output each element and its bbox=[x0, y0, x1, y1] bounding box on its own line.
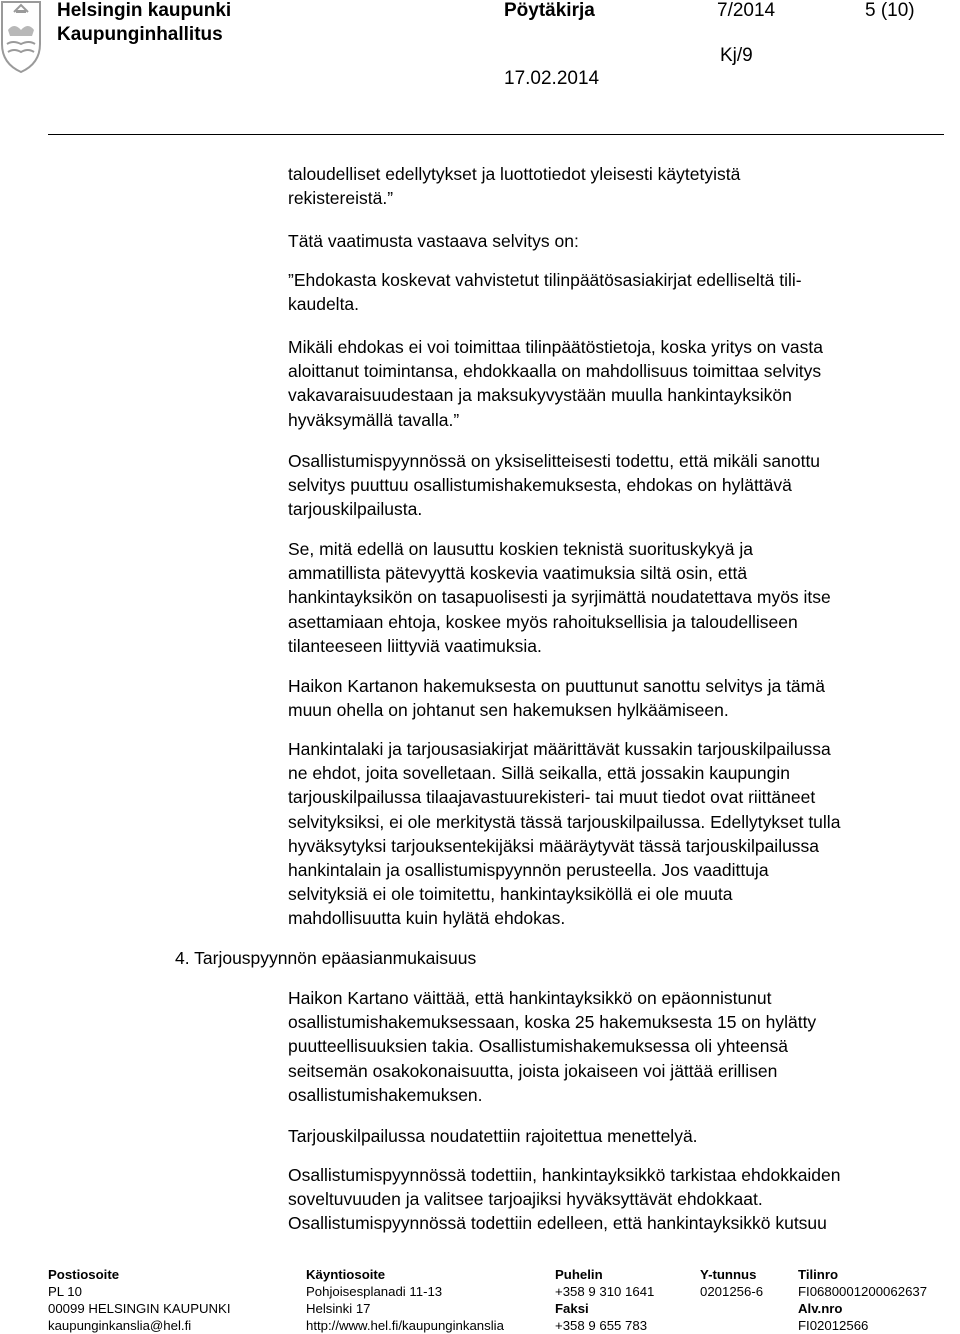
footer-value: http://www.hel.fi/kaupunginkanslia bbox=[306, 1318, 504, 1333]
section-heading: 4. Tarjouspyynnön epäasianmukaisuus bbox=[175, 948, 477, 968]
footer-value: Helsinki 17 bbox=[306, 1301, 371, 1316]
footer-label: Käyntiosoite bbox=[306, 1267, 386, 1282]
paragraph bbox=[288, 229, 944, 253]
paragraph-line: soveltuvuuden ja valitsee tarjoajiksi hyväksyttävät ehdokkaat. bbox=[288, 1189, 763, 1210]
paragraph bbox=[288, 537, 944, 658]
paragraph-line: kaudelta. bbox=[288, 294, 360, 315]
paragraph-line: Tarjouskilpailussa noudatettiin rajoitettua menettelyä. bbox=[288, 1126, 698, 1146]
paragraph-line: mahdollisuutta kuin hylätä ehdokas. bbox=[288, 908, 566, 929]
paragraph-line: Se, mitä edellä on lausuttu koskien teknistä suorituskykyä ja bbox=[288, 539, 753, 559]
footer-value: kaupunginkanslia@hel.fi bbox=[48, 1318, 192, 1333]
footer-label: Y-tunnus bbox=[700, 1267, 757, 1282]
paragraph-line: Osallistumispyynnössä todettiin edelleen, että hankintayksikkö kutsuu bbox=[288, 1213, 827, 1234]
footer-value: FI0680001200062637 bbox=[798, 1284, 928, 1299]
paragraph-line: Tätä vaatimusta vastaava selvitys on: bbox=[288, 231, 579, 251]
section-code: Kj/9 bbox=[720, 45, 753, 66]
document-type: Pöytäkirja bbox=[504, 0, 595, 21]
paragraph bbox=[288, 268, 944, 316]
paragraph-line: puutteellisuuksien takia. Osallistumishakemuksessa oli yhteensä bbox=[288, 1036, 788, 1057]
paragraph-line: hankintayksikön on tasapuolisesti ja syrjimättä noudatettava myös itse bbox=[288, 587, 831, 608]
footer-value: 0201256-6 bbox=[700, 1284, 764, 1299]
footer-value: +358 9 310 1641 bbox=[555, 1284, 655, 1299]
paragraph bbox=[288, 737, 944, 931]
header-divider bbox=[48, 134, 944, 135]
paragraph-line: rekistereistä.” bbox=[288, 188, 394, 209]
footer-column bbox=[555, 1266, 654, 1334]
footer-value: Pohjoisesplanadi 11-13 bbox=[306, 1284, 443, 1299]
footer-value bbox=[700, 1317, 763, 1334]
meeting-date: 17.02.2014 bbox=[504, 68, 600, 89]
footer-label: Postiosoite bbox=[48, 1267, 120, 1282]
helsinki-coat-of-arms-icon bbox=[0, 0, 42, 74]
paragraph-line: Hankintalaki ja tarjousasiakirjat määrittävät kussakin tarjouskilpailussa bbox=[288, 739, 831, 759]
footer-value: 00099 HELSINGIN KAUPUNKI bbox=[48, 1301, 231, 1316]
org-name: Helsingin kaupunki bbox=[57, 0, 232, 21]
paragraph bbox=[288, 449, 944, 522]
paragraph bbox=[288, 1163, 944, 1236]
paragraph-line: osallistumishakemuksessaan, koska 25 hakemuksesta 15 on hylätty bbox=[288, 1012, 817, 1033]
footer-value: +358 9 655 783 bbox=[555, 1318, 648, 1333]
paragraph-line: vakavaraisuudestaan ja maksukyvystään muulla hankintayksikön bbox=[288, 385, 792, 406]
paragraph-line: selvityksiksi, ei ole merkitystä tässä tarjouskilpailussa. Edellytykset tulla bbox=[288, 811, 841, 832]
paragraph-line: tarjouskilpailussa tilaajavastuurekisteri- tai muut tiedot ovat riittäneet bbox=[288, 787, 816, 808]
paragraph-line: ”Ehdokasta koskevat vahvistetut tilinpäätösasiakirjat edelliseltä tili- bbox=[288, 270, 802, 290]
paragraph-line: Osallistumispyynnössä todettiin, hankintayksikkö tarkistaa ehdokkaiden bbox=[288, 1165, 841, 1185]
paragraph bbox=[288, 162, 944, 210]
paragraph bbox=[288, 335, 944, 432]
footer-column bbox=[700, 1266, 763, 1334]
footer-column bbox=[48, 1266, 231, 1334]
footer-column bbox=[798, 1266, 927, 1334]
footer-label: Faksi bbox=[555, 1301, 589, 1316]
paragraph-line: osallistumishakemuksen. bbox=[288, 1084, 483, 1105]
paragraph-line: seitsemän osakokonaisuutta, joista jokaiseen voi jättää erillisen bbox=[288, 1060, 778, 1081]
paragraph-line: Haikon Kartano väittää, että hankintayksikkö on epäonnistunut bbox=[288, 988, 772, 1008]
paragraph bbox=[288, 1124, 944, 1148]
paragraph-line: hankintalain ja osallistumispyynnön perusteella. Jos vaadittuja bbox=[288, 860, 769, 881]
page-number: 5 (10) bbox=[865, 0, 915, 21]
paragraph-line: Mikäli ehdokas ei voi toimittaa tilinpäätöstietoja, koska yritys on vasta bbox=[288, 337, 823, 357]
paragraph-line: tilanteeseen liittyviä vaatimuksia. bbox=[288, 635, 542, 656]
paragraph bbox=[288, 986, 944, 1107]
paragraph-line: muun ohella on johtanut sen hakemuksen hylkäämiseen. bbox=[288, 700, 729, 721]
footer-label: Alv.nro bbox=[798, 1301, 843, 1316]
footer-label: Puhelin bbox=[555, 1267, 603, 1282]
paragraph-line: ammatillista pätevyyttä koskevia vaatimuksia siltä osin, että bbox=[288, 563, 748, 584]
paragraph bbox=[288, 674, 944, 722]
paragraph-line: hyväksymällä tavalla.” bbox=[288, 409, 460, 430]
paragraph-line: tarjouskilpailusta. bbox=[288, 499, 423, 520]
paragraph-line: ne ehdot, joita sovelletaan. Sillä seikalla, että jossakin kaupungin bbox=[288, 763, 790, 784]
paragraph-line: taloudelliset edellytykset ja luottotiedot yleisesti käytetyistä bbox=[288, 164, 741, 184]
footer-label: Tilinro bbox=[798, 1267, 839, 1282]
paragraph-line: Osallistumispyynnössä on yksiselitteisesti todettu, että mikäli sanottu bbox=[288, 451, 821, 471]
footer-value bbox=[700, 1300, 763, 1317]
footer-column bbox=[306, 1266, 504, 1334]
footer-value: FI02012566 bbox=[798, 1318, 869, 1333]
paragraph-line: Haikon Kartanon hakemuksesta on puuttunut sanottu selvitys ja tämä bbox=[288, 676, 825, 696]
paragraph-line: asettamiaan ehtoja, koskee myös rahoituksellisia ja taloudelliseen bbox=[288, 611, 798, 632]
paragraph-line: selvityksiä ei ole toimitettu, hankintayksiköllä ei ole muuta bbox=[288, 884, 733, 905]
paragraph-line: hyväksytyksi tarjouksentekijäksi määräytyvät tässä tarjouskilpailussa bbox=[288, 835, 820, 856]
committee-name: Kaupunginhallitus bbox=[57, 24, 223, 45]
document-number: 7/2014 bbox=[717, 0, 776, 21]
paragraph-line: aloittanut toimintansa, ehdokkaalla on mahdollisuus toimittaa selvitys bbox=[288, 361, 822, 382]
footer-value: PL 10 bbox=[48, 1284, 82, 1299]
paragraph-line: selvitys puuttuu osallistumishakemuksesta, ehdokas on hylättävä bbox=[288, 475, 792, 496]
